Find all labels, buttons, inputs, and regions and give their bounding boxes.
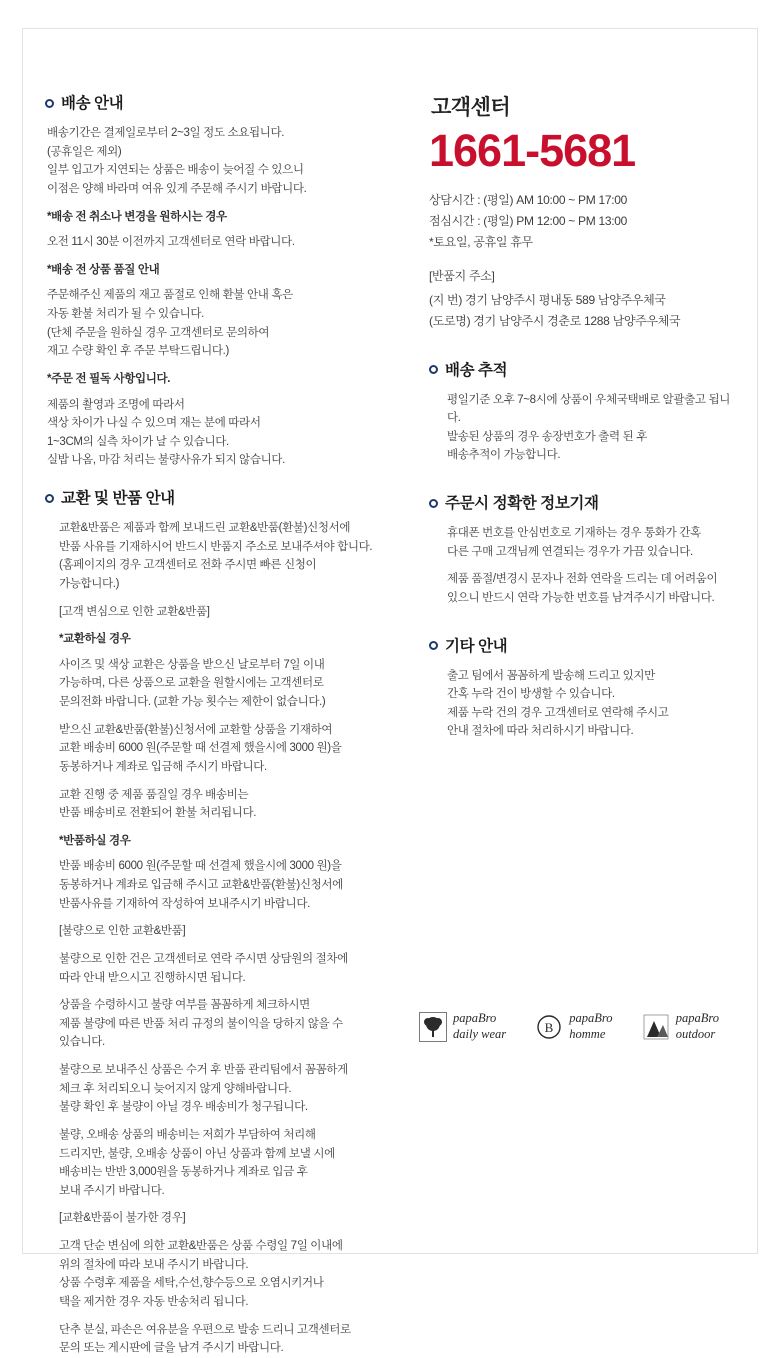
tracking-section xyxy=(429,358,739,466)
shipping-head-notice: *주문 전 필독 사항입니다. xyxy=(47,372,171,385)
order-info-para-2: 제품 품절/변경시 문자나 전화 연락을 드리는 데 어려움이 있으니 반드시 연락 가능한 번호를 남겨주시기 바랍니다. xyxy=(447,573,718,604)
shipping-para-notice: 제품의 촬영과 조명에 따라서 색상 차이가 나실 수 있으며 재는 분에 따라서 1~3CM의 실측 차이가 날 수 있습니다. 실밥 나옴, 마감 처리는 불량사유가 되지 않습니다. xyxy=(47,398,285,467)
defect-para-3: 불량으로 보내주신 상품은 수거 후 반품 관리팀에서 꼼꼼하게 체크 후 처리되오니 늦어지지 않게 양해바랍니다. 불량 확인 후 불량이 아닐 경우 배송비가 청구됩니다. xyxy=(59,1064,348,1114)
etc-body xyxy=(447,667,739,742)
bullet-icon xyxy=(429,365,438,374)
return-address-road: (도로명) 경기 남양주시 경춘로 1288 남양주우체국 xyxy=(429,313,681,328)
shipping-para-quality: 주문해주신 제품의 재고 품절로 인해 환불 안내 혹은 자동 환불 처리가 될 수 있습니다. (단체 주문을 원하실 경우 고객센터로 문의하여 재고 수량 확인 후 주문 부탁드립니다.) xyxy=(47,289,293,358)
customer-center-block xyxy=(429,91,739,332)
shipping-body xyxy=(47,124,395,470)
tracking-para: 평일기준 오후 7~8시에 상품이 우체국택배로 알괄출고 됩니다. 발송된 상품의 경우 송장번호가 출력 된 후 배송추적이 가능합니다. xyxy=(447,393,730,462)
brand-logos xyxy=(419,1011,719,1042)
order-info-heading xyxy=(429,491,739,513)
shipping-para-1: 배송기간은 결제일로부터 2~3일 정도 소요됩니다. (공휴일은 제외) 일부 입고가 지연되는 상품은 배송이 늦어질 수 있으니 이점은 양해 바라며 여유 있게 주문해 주시기 바랍니다. xyxy=(47,127,307,195)
return-address-label: [반품지 주소] xyxy=(429,269,495,284)
svg-text:B: B xyxy=(544,1019,554,1035)
logo-daily-wear-label: papaBro daily wear xyxy=(453,1011,507,1041)
defect-para-2: 상품을 수령하시고 불량 여부를 꼼꼼하게 체크하시면 제품 불량에 따른 반품 처리 규정의 불이익을 당하지 않을 수 있습니다. xyxy=(59,999,343,1049)
logo-outdoor xyxy=(642,1011,719,1042)
tracking-body xyxy=(447,391,739,466)
return-address-jibun: (지 번) 경기 남양주시 평내동 589 남양주우체국 xyxy=(429,293,666,308)
logo-homme xyxy=(535,1011,612,1042)
order-info-body xyxy=(447,524,739,608)
shipping-section xyxy=(45,91,395,470)
tracking-heading xyxy=(429,358,739,380)
bullet-icon xyxy=(45,99,54,108)
etc-section xyxy=(429,634,739,742)
defect-para-4: 불량, 오배송 상품의 배송비는 저희가 부담하여 처리해 드리지만, 불량, 오배송 상품이 아닌 상품과 함께 보낼 시에 배송비는 반반 3,000원을 동봉하거나 계좌로 입금 후 보내 주시기 바랍니다. xyxy=(59,1128,335,1197)
lunch-hours: 점심시간 : (평일) PM 12:00 ~ PM 13:00 xyxy=(429,214,627,229)
holiday-note: *토요일, 공휴일 휴무 xyxy=(429,235,533,250)
shipping-para-cancel: 오전 11시 30분 이전까지 고객센터로 연락 바랍니다. xyxy=(47,236,295,249)
shipping-heading-label: 배송 안내 xyxy=(61,95,124,112)
crest-logo-icon xyxy=(535,1012,563,1042)
brochure-page xyxy=(22,28,758,1355)
order-info-section xyxy=(429,491,739,608)
etc-heading-label: 기타 안내 xyxy=(445,637,508,655)
exchange-heading-label: 교환 및 반품 안내 xyxy=(61,490,175,507)
bullet-icon xyxy=(45,494,54,503)
logo-homme-label: papaBro homme xyxy=(569,1011,613,1041)
logo-outdoor-label: papaBro outdoor xyxy=(675,1011,719,1041)
right-column xyxy=(405,29,757,1253)
shipping-head-cancel: *배송 전 취소나 변경을 원하시는 경우 xyxy=(47,210,227,223)
bullet-icon xyxy=(429,499,438,508)
exchange-intro: 교환&반품은 제품과 함께 보내드린 교환&반품(환불)신청서에 반품 사유를 기재하시어 반드시 반품지 주소로 보내주셔야 합니다. (홈페이지의 경우 고객센터로 전화 주시면 빠른 신청이 가능합니다.) xyxy=(59,522,373,590)
exchange-body xyxy=(59,519,395,1358)
not-allowed-group-label: [교환&반품이 불가한 경우] xyxy=(59,1212,186,1225)
shipping-head-quality: *배송 전 상품 품질 안내 xyxy=(47,263,160,276)
not-allowed-para-2: 단추 분실, 파손은 여유분을 우편으로 발송 드리니 고객센터로 문의 또는 게시판에 글을 남겨 주시기 바랍니다. xyxy=(59,1323,351,1355)
bullet-icon xyxy=(429,641,438,650)
left-column xyxy=(23,29,405,1355)
defect-group-label: [불량으로 인한 교환&반품] xyxy=(59,925,186,938)
shipping-heading xyxy=(45,91,395,113)
not-allowed-para-1: 고객 단순 변심에 의한 교환&반품은 상품 수령일 7일 이내에 위의 절차에 따라 보내 주시기 바랍니다. 상품 수령후 제품을 세탁,수선,향수등으로 오염시키거나 택을 제거한 경우 자동 반송처리 됩니다. xyxy=(59,1240,343,1308)
etc-para: 출고 팀에서 꼼꼼하게 발송해 드리고 있지만 간혹 누락 건이 방생할 수 있습니다. 제품 누락 건의 경우 고객센터로 연락해 주시고 안내 절차에 따라 처리하시기 바랍니다. xyxy=(447,669,669,738)
exchange-quality-para: 교환 진행 중 제품 품질일 경우 배송비는 반품 배송비로 전환되어 환불 처리됩니다. xyxy=(59,788,257,820)
two-column-layout xyxy=(23,29,757,1355)
customer-center-phone: 1661-5681 xyxy=(429,125,636,176)
exchange-heading xyxy=(45,486,395,508)
etc-heading xyxy=(429,634,739,656)
tracking-heading-label: 배송 추적 xyxy=(445,361,508,379)
customer-change-label: [고객 변심으로 인한 교환&반품] xyxy=(59,605,210,618)
order-info-para-1: 휴대폰 번호를 안심번호로 기재하는 경우 통화가 간혹 다른 구매 고객님께 연결되는 경우가 가끔 있습니다. xyxy=(447,527,701,558)
mountain-logo-icon xyxy=(642,1012,670,1042)
return-fee-para: 반품 배송비 6000 원(주문할 때 선결제 했을시에 3000 원)을 동봉하거나 계좌로 입금해 주시고 교환&반품(환불)신청서에 반품사유를 기재하여 작성하여 보내주시기 바랍니다. xyxy=(59,860,343,910)
exchange-return-section xyxy=(45,486,395,1358)
order-info-heading-label: 주문시 정확한 정보기재 xyxy=(445,495,599,512)
customer-center-title: 고객센터 xyxy=(431,96,511,119)
defect-para-1: 불량으로 인한 건은 고객센터로 연락 주시면 상담원의 절차에 따라 안내 받으시고 진행하시면 됩니다. xyxy=(59,952,348,984)
exchange-case-heading: *교환하실 경우 xyxy=(59,633,131,646)
exchange-case-para: 사이즈 및 색상 교환은 상품을 받으신 날로부터 7일 이내 가능하며, 다른 상품으로 교환을 원할시에는 고객센터로 문의전화 바랍니다. (교환 가능 횟수는 제한이 없습니다.) xyxy=(59,658,326,708)
return-case-heading: *반품하실 경우 xyxy=(59,834,131,847)
exchange-fee-para: 받으신 교환&반품(환불)신청서에 교환할 상품을 기재하여 교환 배송비 6000 원(주문할 때 선결제 했을시에 3000 원)을 동봉하거나 계좌로 입금해 주시기 바랍니다. xyxy=(59,723,342,773)
tree-logo-icon xyxy=(419,1012,447,1042)
logo-daily-wear xyxy=(419,1011,506,1042)
consult-hours: 상담시간 : (평일) AM 10:00 ~ PM 17:00 xyxy=(429,193,627,208)
